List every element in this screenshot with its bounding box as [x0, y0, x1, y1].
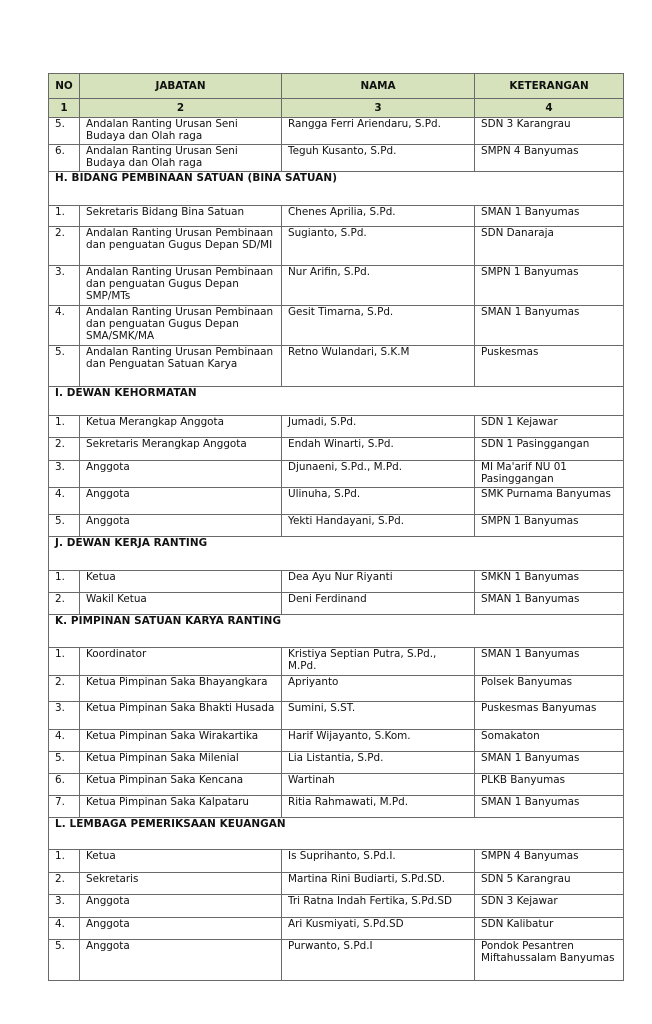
- section-title: I. DEWAN KEHORMATAN: [49, 387, 624, 416]
- cell-keterangan: SMAN 1 Banyumas: [475, 206, 624, 227]
- cell-jabatan: Andalan Ranting Urusan Pembinaan dan penguatan Gugus Depan SMP/MTs: [80, 266, 282, 306]
- table-row: [49, 515, 624, 537]
- table-row: [49, 940, 624, 981]
- table-row: [49, 346, 624, 387]
- cell-jabatan: Ketua Pimpinan Saka Bhayangkara: [80, 676, 282, 702]
- cell-nama: Is Suprihanto, S.Pd.I.: [282, 850, 475, 873]
- cell-nama: Jumadi, S.Pd.: [282, 416, 475, 438]
- cell-nama: Yekti Handayani, S.Pd.: [282, 515, 475, 537]
- cell-keterangan: Puskesmas Banyumas: [475, 702, 624, 730]
- cell-keterangan: SMPN 1 Banyumas: [475, 266, 624, 306]
- cell-no: 3.: [49, 266, 80, 306]
- section-row: [49, 615, 624, 648]
- cell-no: 5.: [49, 118, 80, 145]
- cell-keterangan: SMAN 1 Banyumas: [475, 796, 624, 818]
- table-row: [49, 730, 624, 752]
- cell-no: 1.: [49, 416, 80, 438]
- cell-no: 1.: [49, 571, 80, 593]
- cell-keterangan: SMKN 1 Banyumas: [475, 571, 624, 593]
- table-row: [49, 118, 624, 145]
- cell-nama: Martina Rini Budiarti, S.Pd.SD.: [282, 873, 475, 895]
- table-row: [49, 438, 624, 461]
- table-body: [49, 118, 624, 981]
- cell-nama: Wartinah: [282, 774, 475, 796]
- cell-no: 2.: [49, 676, 80, 702]
- cell-jabatan: Andalan Ranting Urusan Pembinaan dan Penguatan Satuan Karya: [80, 346, 282, 387]
- table-row: [49, 306, 624, 346]
- col-header-nama: NAMA: [282, 74, 475, 99]
- section-title: K. PIMPINAN SATUAN KARYA RANTING: [49, 615, 624, 648]
- cell-nama: Chenes Aprilia, S.Pd.: [282, 206, 475, 227]
- cell-jabatan: Anggota: [80, 940, 282, 981]
- cell-nama: Ulinuha, S.Pd.: [282, 488, 475, 515]
- cell-nama: Lia Listantia, S.Pd.: [282, 752, 475, 774]
- cell-nama: Endah Winarti, S.Pd.: [282, 438, 475, 461]
- col-header-keterangan: KETERANGAN: [475, 74, 624, 99]
- table-row: [49, 702, 624, 730]
- cell-no: 4.: [49, 730, 80, 752]
- cell-nama: Teguh Kusanto, S.Pd.: [282, 145, 475, 172]
- cell-keterangan: SDN 1 Pasinggangan: [475, 438, 624, 461]
- section-row: [49, 537, 624, 571]
- cell-no: 7.: [49, 796, 80, 818]
- header-row: [49, 74, 624, 99]
- cell-keterangan: SDN 3 Kejawar: [475, 895, 624, 918]
- table-row: [49, 266, 624, 306]
- cell-nama: Apriyanto: [282, 676, 475, 702]
- cell-keterangan: SMPN 4 Banyumas: [475, 850, 624, 873]
- cell-jabatan: Ketua Pimpinan Saka Kalpataru: [80, 796, 282, 818]
- cell-jabatan: Andalan Ranting Urusan Seni Budaya dan Olah raga: [80, 118, 282, 145]
- header-number-row: [49, 99, 624, 118]
- cell-no: 6.: [49, 145, 80, 172]
- cell-jabatan: Andalan Ranting Urusan Seni Budaya dan Olah raga: [80, 145, 282, 172]
- cell-jabatan: Ketua Pimpinan Saka Bhakti Husada: [80, 702, 282, 730]
- cell-nama: Retno Wulandari, S.K.M: [282, 346, 475, 387]
- section-title: H. BIDANG PEMBINAAN SATUAN (BINA SATUAN): [49, 172, 624, 206]
- cell-no: 5.: [49, 346, 80, 387]
- cell-no: 2.: [49, 873, 80, 895]
- table-row: [49, 145, 624, 172]
- cell-no: 6.: [49, 774, 80, 796]
- col-number-4: 4: [475, 99, 624, 118]
- section-row: [49, 818, 624, 850]
- table-row: [49, 206, 624, 227]
- cell-keterangan: SMK Purnama Banyumas: [475, 488, 624, 515]
- cell-keterangan: SDN 5 Karangrau: [475, 873, 624, 895]
- col-header-jabatan: JABATAN: [80, 74, 282, 99]
- cell-no: 5.: [49, 515, 80, 537]
- cell-no: 1.: [49, 206, 80, 227]
- cell-no: 5.: [49, 940, 80, 981]
- table-row: [49, 752, 624, 774]
- table-row: [49, 796, 624, 818]
- table-row: [49, 676, 624, 702]
- cell-jabatan: Ketua: [80, 571, 282, 593]
- cell-jabatan: Sekretaris Bidang Bina Satuan: [80, 206, 282, 227]
- cell-no: 2.: [49, 593, 80, 615]
- cell-no: 1.: [49, 648, 80, 676]
- cell-jabatan: Koordinator: [80, 648, 282, 676]
- table-row: [49, 416, 624, 438]
- cell-keterangan: SMAN 1 Banyumas: [475, 306, 624, 346]
- cell-keterangan: SMAN 1 Banyumas: [475, 648, 624, 676]
- col-number-1: 1: [49, 99, 80, 118]
- cell-nama: Kristiya Septian Putra, S.Pd., M.Pd.: [282, 648, 475, 676]
- cell-jabatan: Ketua Pimpinan Saka Kencana: [80, 774, 282, 796]
- table-row: [49, 461, 624, 488]
- table-row: [49, 571, 624, 593]
- cell-nama: Ari Kusmiyati, S.Pd.SD: [282, 918, 475, 940]
- cell-nama: Purwanto, S.Pd.I: [282, 940, 475, 981]
- cell-nama: Harif Wijayanto, S.Kom.: [282, 730, 475, 752]
- cell-no: 4.: [49, 488, 80, 515]
- cell-jabatan: Ketua Pimpinan Saka Milenial: [80, 752, 282, 774]
- cell-keterangan: SMAN 1 Banyumas: [475, 593, 624, 615]
- cell-jabatan: Wakil Ketua: [80, 593, 282, 615]
- cell-keterangan: SDN Danaraja: [475, 227, 624, 266]
- cell-keterangan: Puskesmas: [475, 346, 624, 387]
- section-title: L. LEMBAGA PEMERIKSAAN KEUANGAN: [49, 818, 624, 850]
- cell-no: 4.: [49, 306, 80, 346]
- table-row: [49, 895, 624, 918]
- cell-no: 2.: [49, 438, 80, 461]
- cell-no: 1.: [49, 850, 80, 873]
- col-header-no: NO: [49, 74, 80, 99]
- cell-nama: Nur Arifin, S.Pd.: [282, 266, 475, 306]
- cell-jabatan: Andalan Ranting Urusan Pembinaan dan penguatan Gugus Depan SD/MI: [80, 227, 282, 266]
- cell-jabatan: Sekretaris: [80, 873, 282, 895]
- cell-no: 3.: [49, 702, 80, 730]
- cell-keterangan: SDN Kalibatur: [475, 918, 624, 940]
- table-row: [49, 227, 624, 266]
- cell-no: 3.: [49, 461, 80, 488]
- table-row: [49, 774, 624, 796]
- cell-no: 4.: [49, 918, 80, 940]
- table-row: [49, 648, 624, 676]
- cell-no: 5.: [49, 752, 80, 774]
- col-number-3: 3: [282, 99, 475, 118]
- cell-jabatan: Ketua Merangkap Anggota: [80, 416, 282, 438]
- section-row: [49, 172, 624, 206]
- cell-nama: Rangga Ferri Ariendaru, S.Pd.: [282, 118, 475, 145]
- cell-keterangan: Polsek Banyumas: [475, 676, 624, 702]
- cell-keterangan: Pondok Pesantren Miftahussalam Banyumas: [475, 940, 624, 981]
- cell-jabatan: Ketua: [80, 850, 282, 873]
- cell-no: 2.: [49, 227, 80, 266]
- cell-jabatan: Sekretaris Merangkap Anggota: [80, 438, 282, 461]
- table-row: [49, 873, 624, 895]
- cell-keterangan: MI Ma'arif NU 01 Pasinggangan: [475, 461, 624, 488]
- cell-nama: Gesit Timarna, S.Pd.: [282, 306, 475, 346]
- officials-table: [48, 73, 624, 981]
- cell-jabatan: Anggota: [80, 918, 282, 940]
- cell-keterangan: Somakaton: [475, 730, 624, 752]
- cell-jabatan: Andalan Ranting Urusan Pembinaan dan penguatan Gugus Depan SMA/SMK/MA: [80, 306, 282, 346]
- cell-nama: Djunaeni, S.Pd., M.Pd.: [282, 461, 475, 488]
- cell-no: 3.: [49, 895, 80, 918]
- table-row: [49, 918, 624, 940]
- cell-keterangan: SMPN 4 Banyumas: [475, 145, 624, 172]
- cell-nama: Sumini, S.ST.: [282, 702, 475, 730]
- section-row: [49, 387, 624, 416]
- cell-keterangan: PLKB Banyumas: [475, 774, 624, 796]
- cell-nama: Deni Ferdinand: [282, 593, 475, 615]
- cell-nama: Ritia Rahmawati, M.Pd.: [282, 796, 475, 818]
- table-header: [49, 74, 624, 118]
- cell-jabatan: Anggota: [80, 895, 282, 918]
- cell-nama: Dea Ayu Nur Riyanti: [282, 571, 475, 593]
- table-row: [49, 593, 624, 615]
- cell-keterangan: SDN 1 Kejawar: [475, 416, 624, 438]
- cell-keterangan: SMAN 1 Banyumas: [475, 752, 624, 774]
- cell-jabatan: Ketua Pimpinan Saka Wirakartika: [80, 730, 282, 752]
- col-number-2: 2: [80, 99, 282, 118]
- cell-jabatan: Anggota: [80, 461, 282, 488]
- cell-nama: Tri Ratna Indah Fertika, S.Pd.SD: [282, 895, 475, 918]
- cell-jabatan: Anggota: [80, 488, 282, 515]
- cell-keterangan: SMPN 1 Banyumas: [475, 515, 624, 537]
- cell-keterangan: SDN 3 Karangrau: [475, 118, 624, 145]
- table-row: [49, 488, 624, 515]
- cell-nama: Sugianto, S.Pd.: [282, 227, 475, 266]
- section-title: J. DEWAN KERJA RANTING: [49, 537, 624, 571]
- cell-jabatan: Anggota: [80, 515, 282, 537]
- table-row: [49, 850, 624, 873]
